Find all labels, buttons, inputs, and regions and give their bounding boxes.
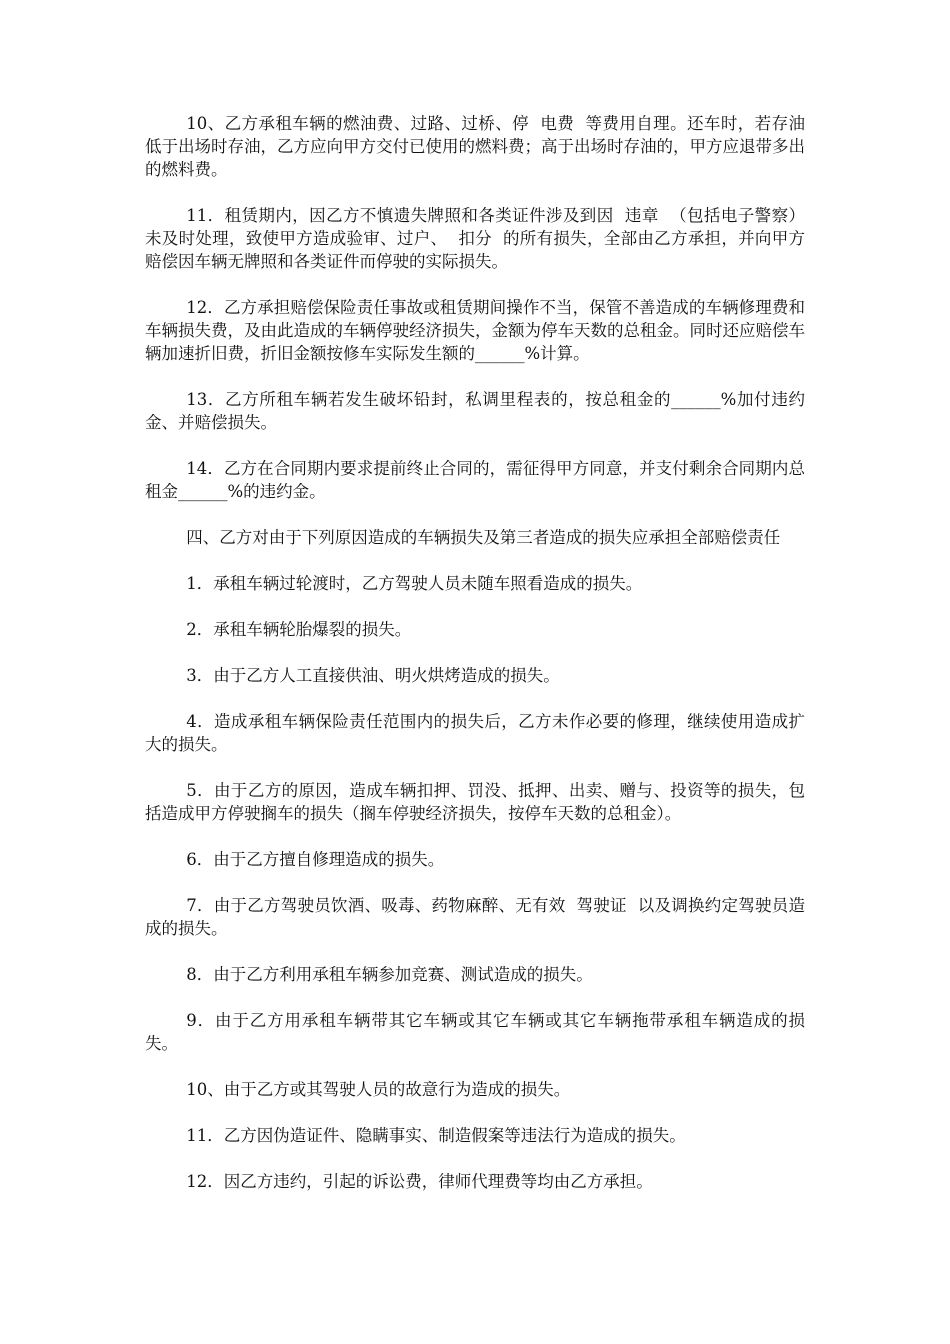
list-item: 8．由于乙方利用承租车辆参加竞赛、测试造成的损失。 <box>186 965 593 984</box>
list-item: 12．因乙方违约，引起的诉讼费，律师代理费等均由乙方承担。 <box>186 1172 653 1191</box>
clause-accident-compensation: 12．乙方承担赔偿保险责任事故或租赁期间操作不当，保管不善造成的车辆修理费和车辆损失费，及由此造成的车辆停驶经济损失，金额为停车天数的总租金。同时还应赔偿车辆加速折旧费，折旧金额按修车实际发生额的______%计算。 <box>145 298 805 363</box>
list-item: 5．由于乙方的原因，造成车辆扣押、罚没、抵押、出卖、赠与、投资等的损失，包括造成甲方停驶搁车的损失（搁车停驶经济损失，按停车天数的总租金）。 <box>145 781 805 823</box>
list-item: 2．承租车辆轮胎爆裂的损失。 <box>186 620 412 639</box>
clause-seal-tampering: 13．乙方所租车辆若发生破坏铅封，私调里程表的，按总租金的______%加付违约金、并赔偿损失。 <box>145 390 805 432</box>
list-item: 4．造成承租车辆保险责任范围内的损失后，乙方未作必要的修理，继续使用造成扩大的损失。 <box>145 712 805 754</box>
clause-fuel-fees: 10、乙方承租车辆的燃油费、过路、过桥、停 电费 等费用自理。还车时，若存油低于出场时存油，乙方应向甲方交付已使用的燃料费；高于出场时存油的，甲方应退带多出的燃料费。 <box>145 114 805 179</box>
list-item: 9．由于乙方用承租车辆带其它车辆或其它车辆或其它车辆拖带承租车辆造成的损失。 <box>145 1011 805 1053</box>
list-item: 10、由于乙方或其驾驶人员的故意行为造成的损失。 <box>186 1080 571 1099</box>
list-item: 3．由于乙方人工直接供油、明火烘烤造成的损失。 <box>186 666 560 685</box>
list-item: 1．承租车辆过轮渡时，乙方驾驶人员未随车照看造成的损失。 <box>186 574 643 593</box>
document-body <box>145 112 805 1216</box>
section-heading-liability: 四、乙方对由于下列原因造成的车辆损失及第三者造成的损失应承担全部赔偿责任 <box>186 528 781 547</box>
clause-early-termination: 14．乙方在合同期内要求提前终止合同的，需征得甲方同意，并支付剩余合同期内总租金______%的违约金。 <box>145 459 805 501</box>
clause-lost-license: 11．租赁期内，因乙方不慎遗失牌照和各类证件涉及到因 违章 （包括电子警察）未及时处理，致使甲方造成验审、过户、 扣分 的所有损失，全部由乙方承担，并向甲方赔偿因车辆无牌照和各类证件而停驶的实际损失。 <box>145 206 805 271</box>
list-item: 6．由于乙方擅自修理造成的损失。 <box>186 850 445 869</box>
list-item: 7．由于乙方驾驶员饮酒、吸毒、药物麻醉、无有效 驾驶证 以及调换约定驾驶员造成的损失。 <box>145 896 805 938</box>
list-item: 11．乙方因伪造证件、隐瞒事实、制造假案等违法行为造成的损失。 <box>186 1126 686 1145</box>
